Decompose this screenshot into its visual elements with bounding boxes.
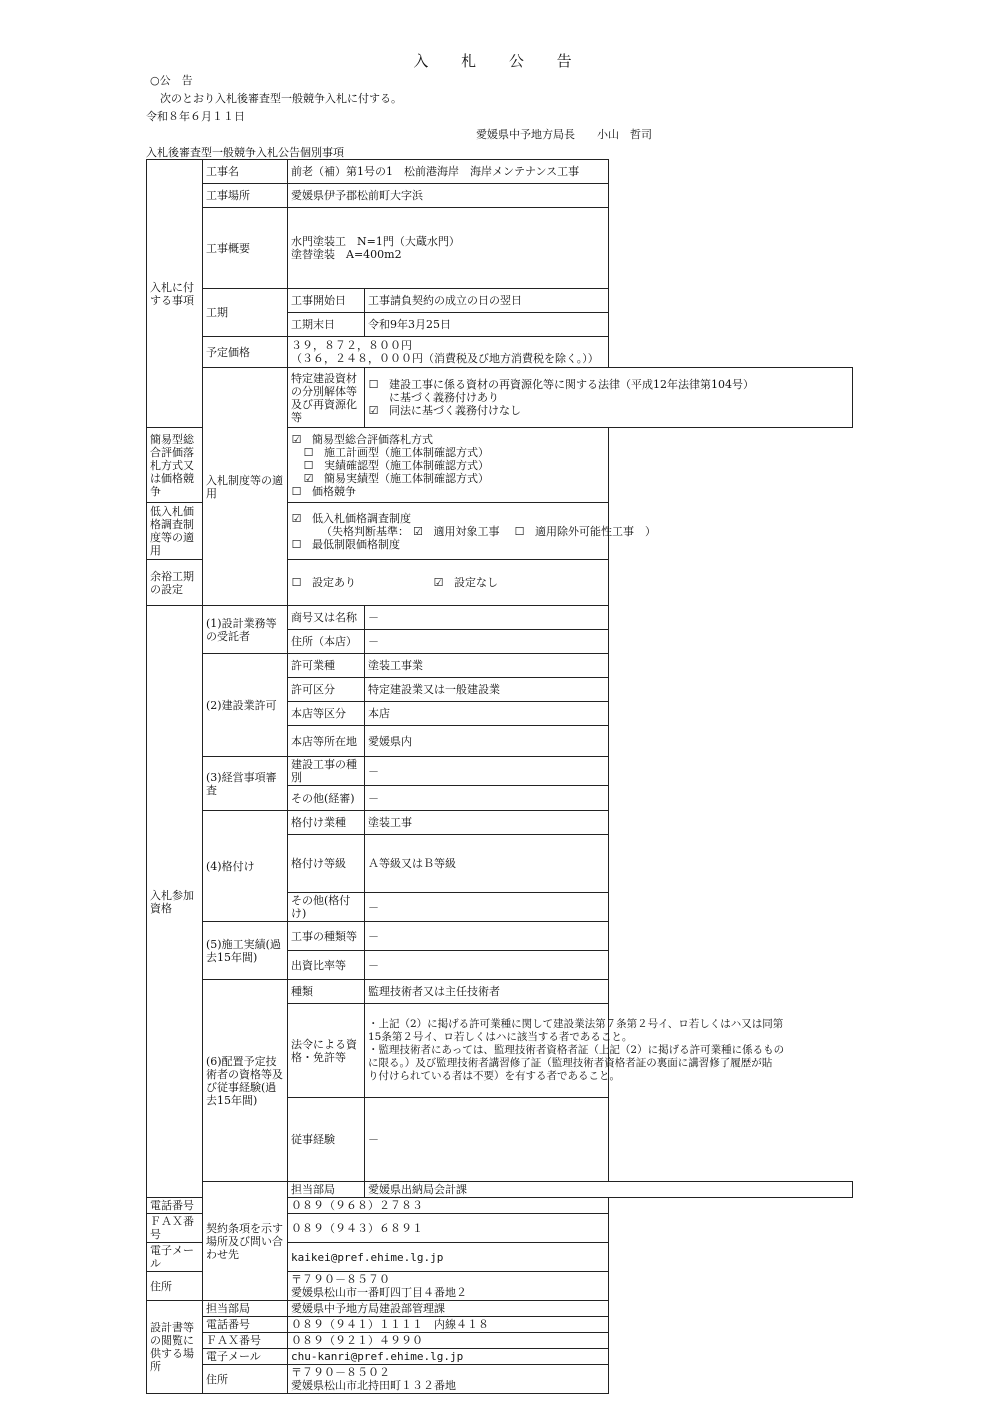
notice-table xyxy=(146,159,853,1394)
rank-grade-value: Ａ等級又はＢ等級 xyxy=(365,835,609,893)
section-contact-contract: 契約条項を示す場所及び問い合わせ先 xyxy=(203,1182,288,1301)
view-dept-value: 愛媛県中予地方局建設部管理課 xyxy=(288,1301,609,1317)
work-summary-value: 水門塗装工 N=1門（大蔵水門） 塗替塗装 A=400m2 xyxy=(288,208,609,289)
eval-sub1-checkbox[interactable]: ☐ xyxy=(303,445,314,459)
rank-other-value: － xyxy=(365,893,609,922)
eval-opt1-checkbox[interactable]: ☑ xyxy=(291,432,302,446)
rank-grade-label: 格付け等級 xyxy=(288,835,365,893)
contract-addr-label: 住所 xyxy=(147,1272,203,1301)
start-date-value: 工事請負契約の成立の日の翌日 xyxy=(365,289,609,313)
contract-dept-value: 愛媛県出納局会計課 xyxy=(365,1182,853,1198)
audit-label: (3)経営事項審査 xyxy=(203,757,288,811)
engineer-law-label: 法令による資格・免許等 xyxy=(288,1004,365,1098)
work-name-value: 前老（補）第1号の1 松前港海岸 海岸メンテナンス工事 xyxy=(288,160,609,184)
contract-tel-value: ０８９（９６８）２７８３ xyxy=(288,1198,609,1214)
contract-addr-value: 〒７９０－８５７０ 愛媛県松山市一番町四丁目４番地２ xyxy=(288,1272,609,1301)
spare-period-options: ☐ 設定あり ☑ 設定なし xyxy=(288,560,609,606)
contract-mail-link[interactable]: kaikei@pref.ehime.lg.jp xyxy=(288,1243,609,1272)
audit-other-label: その他(経審) xyxy=(288,786,365,811)
view-tel-value: ０８９（９４１）１１１１ 内線４１８ xyxy=(288,1317,609,1333)
view-addr-value: 〒７９０－８５０２ 愛媛県松山市北持田町１３２番地 xyxy=(288,1365,609,1394)
eval-opt2-checkbox[interactable]: ☐ xyxy=(291,484,302,498)
recycle-options: ☐ 建設工事に係る資材の再資源化等に関する法律（平成12年法律第104号） に基づく義務付けあり ☑ 同法に基づく義務付けなし xyxy=(365,368,853,428)
license-label: (2)建設業許可 xyxy=(203,654,288,757)
low-bid-label: 低入札価格調査制度等の適用 xyxy=(147,503,203,560)
contract-fax-value: ０８９（９４３）６８９１ xyxy=(288,1214,609,1243)
end-date-label: 工期末日 xyxy=(288,313,365,337)
work-summary-label: 工事概要 xyxy=(203,208,288,289)
rank-type-value: 塗装工事 xyxy=(365,811,609,835)
record-kind-label: 工事の種類等 xyxy=(288,922,365,951)
rank-other-label: その他(格付け) xyxy=(288,893,365,922)
eval-options: ☑ 簡易型総合評価落札方式 ☐ 施工計画型（施工体制確認方式） ☐ 実績確認型（施工体制確認方式） ☑ 簡易実績型（施工体制確認方式） ☐ 価格競争 xyxy=(288,428,609,503)
notice-date: 令和８年６月１１日 xyxy=(146,110,245,123)
view-tel-label: 電話番号 xyxy=(203,1317,288,1333)
view-dept-label: 担当部局 xyxy=(203,1301,288,1317)
work-place-label: 工事場所 xyxy=(203,184,288,208)
audit-kind-value: － xyxy=(365,757,609,786)
view-fax-value: ０８９（９２１）４９９０ xyxy=(288,1333,609,1349)
engineer-kind-value: 監理技術者又は主任技術者 xyxy=(365,980,609,1004)
spare-opt1-checkbox[interactable]: ☐ xyxy=(291,576,302,589)
page-title: 入 札 公 告 xyxy=(413,52,586,70)
audit-kind-label: 建設工事の種別 xyxy=(288,757,365,786)
license-office-value: 本店 xyxy=(365,702,609,726)
license-class-label: 許可区分 xyxy=(288,678,365,702)
period-label: 工期 xyxy=(203,289,288,337)
license-loc-label: 本店等所在地 xyxy=(288,726,365,757)
intro-text: 次のとおり入札後審査型一般競争入札に付する。 xyxy=(160,92,402,105)
section-qualification: 入札参加資格 xyxy=(147,606,203,1198)
notice-mark: ○公 告 xyxy=(150,74,193,87)
recycle-opt2-checkbox[interactable]: ☑ xyxy=(368,404,379,417)
recycle-opt1-checkbox[interactable]: ☐ xyxy=(368,378,379,391)
low-bid-options: ☑ 低入札価格調査制度 （失格判断基準： ☑ 適用対象工事 ☐ 適用除外可能性工事 ） ☐ 最低制限価格制度 xyxy=(288,503,609,560)
issuer: 愛媛県中予地方局長 小山 哲司 xyxy=(476,128,652,141)
low-opt1-checkbox[interactable]: ☑ xyxy=(291,511,302,525)
license-type-value: 塗装工事業 xyxy=(365,654,609,678)
low-sub-a-checkbox[interactable]: ☑ xyxy=(413,524,423,538)
license-type-label: 許可業種 xyxy=(288,654,365,678)
design-name-label: 商号又は名称 xyxy=(288,606,365,630)
low-sub-b-checkbox[interactable]: ☐ xyxy=(514,524,525,538)
view-mail-link[interactable]: chu-kanri@pref.ehime.lg.jp xyxy=(288,1349,609,1365)
spare-opt2-checkbox[interactable]: ☑ xyxy=(433,576,444,589)
eval-sub3-checkbox[interactable]: ☑ xyxy=(303,471,314,485)
engineer-exp-label: 従事経験 xyxy=(288,1098,365,1182)
engineer-law-value: ・上記（2）に掲げる許可業種に関して建設業法第７条第２号イ、ロ若しくはハ又は同第 15条第２号イ、ロ若しくはハに該当する者であること。 ・監理技術者にあっては、監理技術者資格者証（上記（2）に掲げる許可業種に係るもの に限る。）及び監理技術者講習修了証（監理技術者資格者証の裏面に講習修了履歴が貼 り付けられている者は不要）を有する者であること。 xyxy=(365,1004,609,1098)
price-value: ３９，８７２，８００円 （３６，２４８，０００円（消費税及び地方消費税を除く。）） xyxy=(288,337,609,368)
work-place-value: 愛媛県伊予郡松前町大字浜 xyxy=(288,184,609,208)
work-name-label: 工事名 xyxy=(203,160,288,184)
license-office-label: 本店等区分 xyxy=(288,702,365,726)
contract-mail-label: 電子メール xyxy=(147,1243,203,1272)
record-kind-value: － xyxy=(365,922,609,951)
section-viewing-place: 設計書等の閲覧に供する場所 xyxy=(147,1301,203,1394)
eval-label: 簡易型総合評価落札方式又は価格競争 xyxy=(147,428,203,503)
design-addr-value: － xyxy=(365,630,609,654)
eval-sub2-checkbox[interactable]: ☐ xyxy=(303,458,314,472)
record-ratio-label: 出資比率等 xyxy=(288,951,365,980)
end-date-value: 令和9年3月25日 xyxy=(365,313,609,337)
rank-label: (4)格付け xyxy=(203,811,288,922)
view-fax-label: ＦＡＸ番号 xyxy=(203,1333,288,1349)
rank-type-label: 格付け業種 xyxy=(288,811,365,835)
table-subtitle: 入札後審査型一般競争入札公告個別事項 xyxy=(146,146,344,159)
spare-period-label: 余裕工期の設定 xyxy=(147,560,203,606)
audit-other-value: － xyxy=(365,786,609,811)
license-class-value: 特定建設業又は一般建設業 xyxy=(365,678,609,702)
recycle-label: 特定建設資材の分別解体等及び再資源化等 xyxy=(288,368,365,428)
contract-fax-label: ＦＡＸ番号 xyxy=(147,1214,203,1243)
record-label: (5)施工実績(過去15年間) xyxy=(203,922,288,980)
record-ratio-value: － xyxy=(365,951,609,980)
engineer-kind-label: 種類 xyxy=(288,980,365,1004)
engineer-label: (6)配置予定技術者の資格等及び従事経験(過去15年間) xyxy=(203,980,288,1182)
license-loc-value: 愛媛県内 xyxy=(365,726,609,757)
contract-dept-label: 担当部局 xyxy=(288,1182,365,1198)
design-addr-label: 住所（本店） xyxy=(288,630,365,654)
section-bid-system: 入札制度等の適用 xyxy=(203,368,288,606)
design-name-value: － xyxy=(365,606,609,630)
view-addr-label: 住所 xyxy=(203,1365,288,1394)
contract-tel-label: 電話番号 xyxy=(147,1198,203,1214)
price-label: 予定価格 xyxy=(203,337,288,368)
section-bid-items: 入札に付する事項 xyxy=(147,160,203,428)
engineer-exp-value: － xyxy=(365,1098,609,1182)
low-opt2-checkbox[interactable]: ☐ xyxy=(291,537,302,551)
design-label: (1)設計業務等の受託者 xyxy=(203,606,288,654)
view-mail-label: 電子メール xyxy=(203,1349,288,1365)
start-date-label: 工事開始日 xyxy=(288,289,365,313)
